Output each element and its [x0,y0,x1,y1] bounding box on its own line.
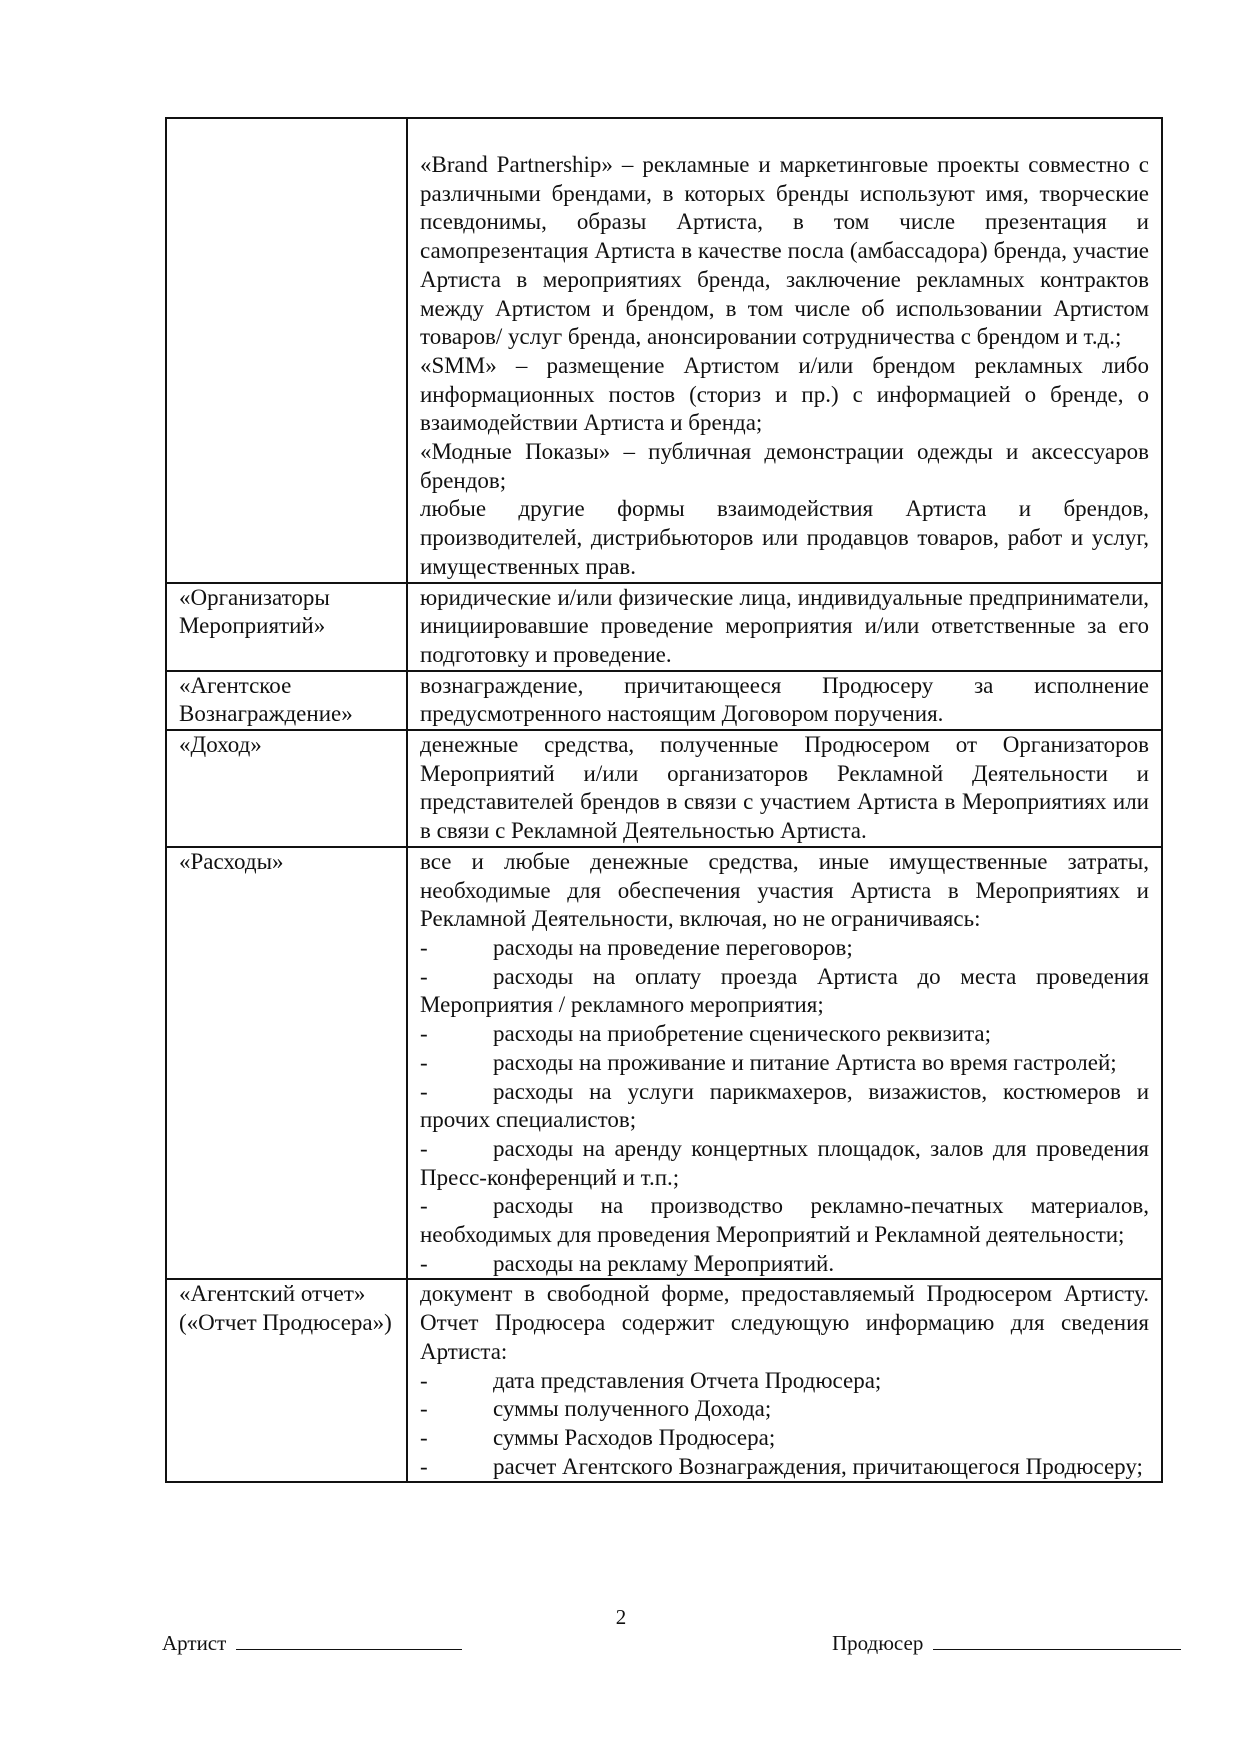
list-item [420,934,1149,963]
definition-term: «Агентский отчет» («Отчет Продюсера») [166,1279,407,1482]
list-item [420,1078,1149,1135]
list-item-text: расходы на приобретение сценического реквизита; [493,1021,992,1047]
list-item [420,1395,1149,1424]
list-item-text: суммы Расходов Продюсера; [493,1424,776,1450]
definition-row [166,1279,1162,1482]
definition-text [407,730,1162,847]
list-item-text: расчет Агентского Вознаграждения, причитающегося Продюсеру; [493,1453,1143,1479]
producer-signature-line [933,1631,1181,1650]
definition-term: «Организаторы Мероприятий» [166,583,407,671]
list-dash: - [420,1135,428,1161]
list-item [420,1192,1149,1249]
list-item [420,1367,1149,1396]
list-item [420,1424,1149,1453]
list-item-text: расходы на рекламу Мероприятий. [493,1250,835,1276]
definition-paragraph: вознаграждение, причитающееся Продюсеру за исполнение предусмотренного настоящим Договором поручения. [420,672,1149,727]
list-dash: - [420,1453,428,1479]
definition-text [407,583,1162,671]
list-item [420,1135,1149,1192]
list-dash: - [420,1021,428,1047]
list-item [420,1250,1149,1279]
definition-term: «Доход» [166,730,407,847]
definition-row [166,730,1162,847]
definition-paragraph: «Модные Показы» – публичная демонстрации одежды и аксессуаров брендов; [420,439,1149,493]
definition-paragraph: юридические и/или физические лица, индивидуальные предприниматели, инициировавшие проведение мероприятия и/или ответственные за его подготовку и проведение. [420,584,1149,667]
list-item [420,1020,1149,1049]
definition-paragraph: документ в свободной форме, предоставляемый Продюсером Артисту. Отчет Продюсера содержит следующую информацию для сведения Артиста: [420,1281,1149,1364]
list-dash: - [420,1424,428,1450]
producer-signature [832,1631,1181,1656]
definitions-table [165,117,1163,1483]
definition-text [407,1279,1162,1482]
list-dash: - [420,1396,428,1422]
list-dash: - [420,1250,428,1276]
list-item-text: дата представления Отчета Продюсера; [493,1367,882,1393]
list-item [420,963,1149,1020]
definition-paragraph: «SMM» – размещение Артистом и/или брендом рекламных либо информационных постов (сториз и пр.) с информацией о бренде, о взаимодействии Артиста и бренда; [420,352,1149,436]
list-dash: - [420,1078,428,1104]
producer-label: Продюсер [832,1631,924,1655]
definition-row [166,847,1162,1280]
definition-term: «Агентское Вознаграждение» [166,671,407,730]
list-dash: - [420,963,428,989]
page-number: 2 [615,1605,627,1629]
definition-paragraph: «Brand Partnership» – рекламные и маркетинговые проекты совместно с различными брендами, в которых бренды используют имя, творческие псевдонимы, образы Артиста, в том числе презентация и самопрезентация Артиста в качестве посла (амбассадора) бренда, участие Артиста в мероприятиях бренда, заключение рекламных контрактов между Артистом и брендом, в том числе об использовании Артистом товаров/ услуг бренда, анонсировании сотрудничества с брендом и т.д.; [420,152,1149,350]
list-item-text: расходы на услуги парикмахеров, визажистов, костюмеров и прочих специалистов; [420,1078,1149,1133]
artist-signature [162,1631,462,1656]
list-item-text: расходы на проживание и питание Артиста во время гастролей; [493,1049,1117,1075]
artist-label: Артист [162,1631,227,1655]
list-item-text: расходы на производство рекламно-печатных материалов, необходимых для проведения Мероприятий и Рекламной деятельности; [420,1193,1149,1248]
definition-row [166,671,1162,730]
definition-paragraph: все и любые денежные средства, иные имущественные затраты, необходимые для обеспечения участия Артиста в Мероприятиях и Рекламной Деятельности, включая, но не ограничиваясь: [420,848,1149,932]
list-item-text: расходы на проведение переговоров; [493,934,853,960]
definition-paragraph: любые другие формы взаимодействия Артиста и брендов, производителей, дистрибьюторов или продавцов товаров, работ и услуг, имущественных прав. [420,496,1149,579]
definition-term: «Расходы» [166,847,407,1280]
list-dash: - [420,1367,428,1393]
artist-signature-line [236,1631,462,1650]
list-dash: - [420,934,428,960]
definition-row [166,118,1162,583]
list-item [420,1049,1149,1078]
list-item-text: суммы полученного Дохода; [493,1396,772,1422]
list-dash: - [420,1049,428,1075]
definition-paragraph: денежные средства, полученные Продюсером от Организаторов Мероприятий и/или организаторов Рекламной Деятельности и представителей брендов в связи с участием Артиста в Мероприятиях или в связи с Рекламной Деятельностью Артиста. [420,732,1149,844]
list-item-text: расходы на аренду концертных площадок, залов для проведения Пресс-конференций и т.п.; [420,1135,1149,1190]
definition-text [407,671,1162,730]
list-item [420,1453,1149,1482]
definition-row [166,583,1162,671]
definition-text [407,118,1162,583]
definition-term [166,118,407,583]
definition-text [407,847,1162,1280]
list-item-text: расходы на оплату проезда Артиста до места проведения Мероприятия / рекламного мероприятия; [420,963,1149,1018]
list-dash: - [420,1193,428,1219]
